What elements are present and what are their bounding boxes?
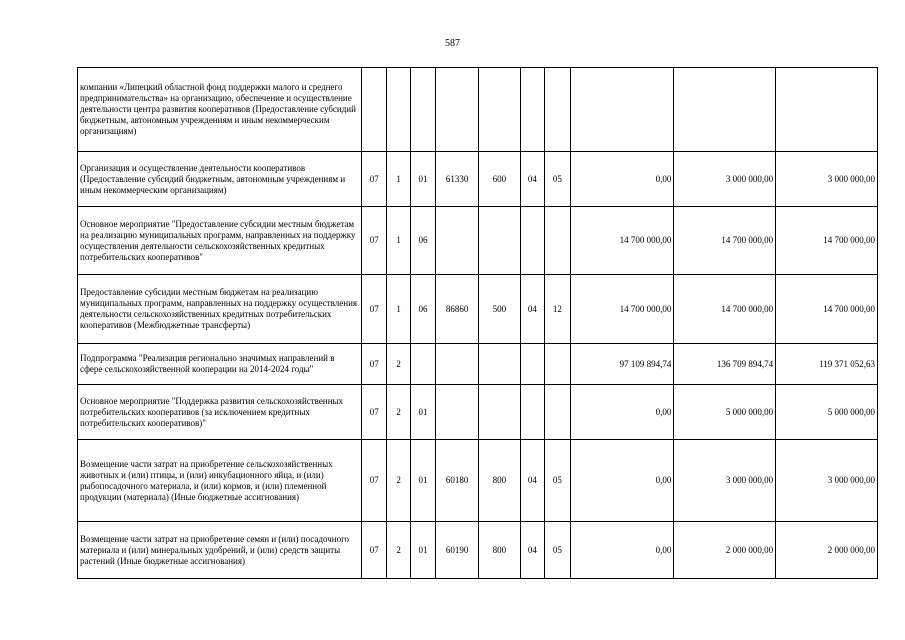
- amount-year-2: 3 000 000,00: [674, 152, 776, 207]
- expense-type-code: 800: [478, 440, 520, 522]
- row-description: Основное мероприятие "Предоставление субсидии местным бюджетам на реализацию муниципальных программ, направленных на поддержку осуществления деятельности сельскохозяйственных кредитных потребительских кооперативов": [78, 207, 362, 275]
- amount-year-3: 119 371 052,63: [776, 344, 878, 385]
- section-code: [520, 344, 544, 385]
- amount-year-1: 0,00: [570, 152, 674, 207]
- budget-table: [77, 67, 878, 579]
- subsection-code: 05: [545, 522, 570, 579]
- amount-year-1: [570, 68, 674, 152]
- expense-type-code: [478, 207, 520, 275]
- subsection-code: 05: [545, 440, 570, 522]
- expense-type-code: [478, 385, 520, 440]
- activity-code: 06: [410, 207, 435, 275]
- direction-code: [436, 68, 479, 152]
- subprogram-code: 2: [387, 344, 410, 385]
- amount-year-3: 2 000 000,00: [776, 522, 878, 579]
- subprogram-code: 1: [387, 275, 410, 344]
- expense-type-code: [478, 68, 520, 152]
- subprogram-code: 2: [387, 440, 410, 522]
- table-row: [78, 440, 878, 522]
- row-description: Основное мероприятие "Поддержка развития сельскохозяйственных потребительских кооперативов (за исключением кредитных потребительских кооперативов)": [78, 385, 362, 440]
- subprogram-code: 2: [387, 522, 410, 579]
- subsection-code: [545, 344, 570, 385]
- page-number: 587: [445, 38, 460, 49]
- section-code: [520, 68, 544, 152]
- subsection-code: 12: [545, 275, 570, 344]
- section-code: 04: [520, 440, 544, 522]
- table-row: [78, 344, 878, 385]
- expense-type-code: 800: [478, 522, 520, 579]
- activity-code: 01: [410, 385, 435, 440]
- activity-code: 01: [410, 152, 435, 207]
- direction-code: 61330: [436, 152, 479, 207]
- subprogram-code: 2: [387, 385, 410, 440]
- row-description: Возмещение части затрат на приобретение семян и (или) посадочного материала и (или) минеральных удобрений, и (или) средств защиты растений (Иные бюджетные ассигнования): [78, 522, 362, 579]
- table-row: [78, 152, 878, 207]
- subsection-code: [545, 207, 570, 275]
- amount-year-1: 0,00: [570, 522, 674, 579]
- subsection-code: [545, 68, 570, 152]
- program-code: 07: [361, 275, 386, 344]
- amount-year-2: 5 000 000,00: [674, 385, 776, 440]
- row-description: компании «Липецкий областной фонд поддержки малого и среднего предпринимательства» на организацию, обеспечение и осуществление деятельности центра развития кооперативов (Предоставление субсидий бюджетным, автономным учреждениям и иным некоммерческим организациям): [78, 68, 362, 152]
- row-description: Подпрограмма "Реализация регионально значимых направлений в сфере сельскохозяйственной кооперации на 2014-2024 годы": [78, 344, 362, 385]
- amount-year-1: 0,00: [570, 385, 674, 440]
- subsection-code: 05: [545, 152, 570, 207]
- amount-year-1: 97 109 894,74: [570, 344, 674, 385]
- section-code: 04: [520, 152, 544, 207]
- activity-code: 01: [410, 522, 435, 579]
- subsection-code: [545, 385, 570, 440]
- direction-code: 60180: [436, 440, 479, 522]
- direction-code: [436, 344, 479, 385]
- row-description: Предоставление субсидии местным бюджетам на реализацию муниципальных программ, направленных на поддержку осуществления деятельности сельскохозяйственных кредитных потребительских кооперативов (Межбюджетные трансферты): [78, 275, 362, 344]
- table-row: [78, 207, 878, 275]
- program-code: 07: [361, 207, 386, 275]
- program-code: 07: [361, 344, 386, 385]
- table-row: [78, 385, 878, 440]
- amount-year-2: 14 700 000,00: [674, 275, 776, 344]
- activity-code: 01: [410, 440, 435, 522]
- amount-year-2: 136 709 894,74: [674, 344, 776, 385]
- amount-year-3: [776, 68, 878, 152]
- table-row: [78, 275, 878, 344]
- activity-code: [410, 344, 435, 385]
- amount-year-2: 14 700 000,00: [674, 207, 776, 275]
- table-row: [78, 522, 878, 579]
- subprogram-code: [387, 68, 410, 152]
- subprogram-code: 1: [387, 152, 410, 207]
- row-description: Возмещение части затрат на приобретение сельскохозяйственных животных и (или) птицы, и (или) инкубационного яйца, и (или) рыбопосадочного материала, и (или) кормов, и (или) племенной продукции (материала) (Иные бюджетные ассигнования): [78, 440, 362, 522]
- program-code: 07: [361, 152, 386, 207]
- section-code: [520, 385, 544, 440]
- section-code: 04: [520, 275, 544, 344]
- direction-code: [436, 207, 479, 275]
- amount-year-3: 5 000 000,00: [776, 385, 878, 440]
- program-code: 07: [361, 522, 386, 579]
- activity-code: 06: [410, 275, 435, 344]
- section-code: [520, 207, 544, 275]
- amount-year-2: 2 000 000,00: [674, 522, 776, 579]
- direction-code: [436, 385, 479, 440]
- amount-year-1: 14 700 000,00: [570, 207, 674, 275]
- expense-type-code: 500: [478, 275, 520, 344]
- subprogram-code: 1: [387, 207, 410, 275]
- table-row: [78, 68, 878, 152]
- amount-year-3: 3 000 000,00: [776, 152, 878, 207]
- amount-year-1: 14 700 000,00: [570, 275, 674, 344]
- row-description: Организация и осуществление деятельности кооперативов (Предоставление субсидий бюджетным, автономным учреждениям и иным некоммерческим организациям): [78, 152, 362, 207]
- amount-year-1: 0,00: [570, 440, 674, 522]
- amount-year-3: 3 000 000,00: [776, 440, 878, 522]
- amount-year-3: 14 700 000,00: [776, 275, 878, 344]
- program-code: 07: [361, 385, 386, 440]
- program-code: 07: [361, 440, 386, 522]
- expense-type-code: [478, 344, 520, 385]
- amount-year-3: 14 700 000,00: [776, 207, 878, 275]
- direction-code: 60190: [436, 522, 479, 579]
- amount-year-2: 3 000 000,00: [674, 440, 776, 522]
- expense-type-code: 600: [478, 152, 520, 207]
- section-code: 04: [520, 522, 544, 579]
- program-code: [361, 68, 386, 152]
- direction-code: 86860: [436, 275, 479, 344]
- amount-year-2: [674, 68, 776, 152]
- activity-code: [410, 68, 435, 152]
